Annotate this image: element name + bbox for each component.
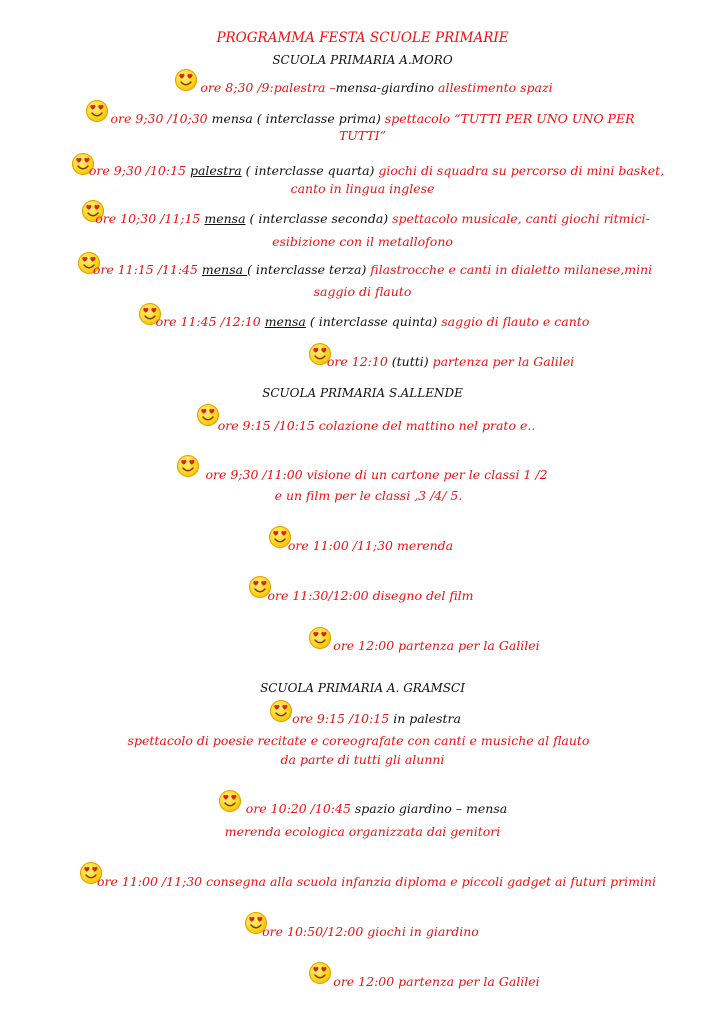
schedule-line: ore 9;30 /11:00 visione di un cartone per le classi 1 /2 xyxy=(205,467,548,482)
schedule-line: ore 11:00 /11;30 merenda xyxy=(287,538,454,553)
schedule-line-continued: esibizione con il metallofono xyxy=(272,234,453,249)
schedule-line: ore 11:00 /11;30 consegna alla scuola infanzia diploma e piccoli gadget ai futuri primini xyxy=(97,874,656,889)
section-header-gramsci: SCUOLA PRIMARIA A. GRAMSCI xyxy=(260,681,465,695)
schedule-line: ore 9;30 /10;30 mensa ( interclasse prima) spettacolo “TUTTI PER UNO UNO PER xyxy=(110,111,635,126)
schedule-line: ore 9:15 /10:15 colazione del mattino nel prato e.. xyxy=(217,418,536,433)
section-header-moro: SCUOLA PRIMARIA A.MORO xyxy=(272,53,453,67)
schedule-line-continued: merenda ecologica organizzata dai genitori xyxy=(224,824,501,839)
schedule-line: ore 12:00 partenza per la Galilei xyxy=(333,974,540,989)
schedule-line-continued: saggio di flauto xyxy=(313,284,412,299)
schedule-line-continued: da parte di tutti gli alunni xyxy=(280,752,445,767)
document-title: PROGRAMMA FESTA SCUOLE PRIMARIE xyxy=(216,30,509,46)
schedule-line-continued: canto in lingua inglese xyxy=(290,181,435,196)
schedule-line: ore 12:00 partenza per la Galilei xyxy=(333,638,540,653)
schedule-line: ore 11:45 /12:10 mensa ( interclasse quinta) saggio di flauto e canto xyxy=(155,314,590,329)
schedule-line: ore 12:10 (tutti) partenza per la Galilei xyxy=(326,354,575,369)
schedule-line: ore 10:20 /10:45 spazio giardino – mensa xyxy=(245,801,508,816)
schedule-line: ore 9:15 /10:15 in palestra xyxy=(292,711,461,726)
schedule-line: ore 8;30 /9:palestra –mensa-giardino allestimento spazi xyxy=(200,80,553,95)
schedule-line: ore 10;30 /11;15 mensa ( interclasse seconda) spettacolo musicale, canti giochi ritmici- xyxy=(95,211,650,226)
schedule-line: ore 10:50/12:00 giochi in giardino xyxy=(262,924,479,939)
section-header-allende: SCUOLA PRIMARIA S.ALLENDE xyxy=(262,386,463,400)
schedule-line: ore 9;30 /10:15 palestra ( interclasse quarta) giochi di squadra su percorso di mini basket, xyxy=(88,163,665,178)
schedule-line-continued: e un film per le classi ,3 /4/ 5. xyxy=(274,488,463,503)
schedule-line: ore 11:15 /11:45 mensa ( interclasse terza) filastrocche e canti in dialetto milanese,mini xyxy=(92,262,653,277)
schedule-line-continued: spettacolo di poesie recitate e coreografate con canti e musiche al flauto xyxy=(127,733,590,748)
schedule-line-continued: TUTTI” xyxy=(338,128,387,143)
schedule-line: ore 11:30/12:00 disegno del film xyxy=(267,588,474,603)
